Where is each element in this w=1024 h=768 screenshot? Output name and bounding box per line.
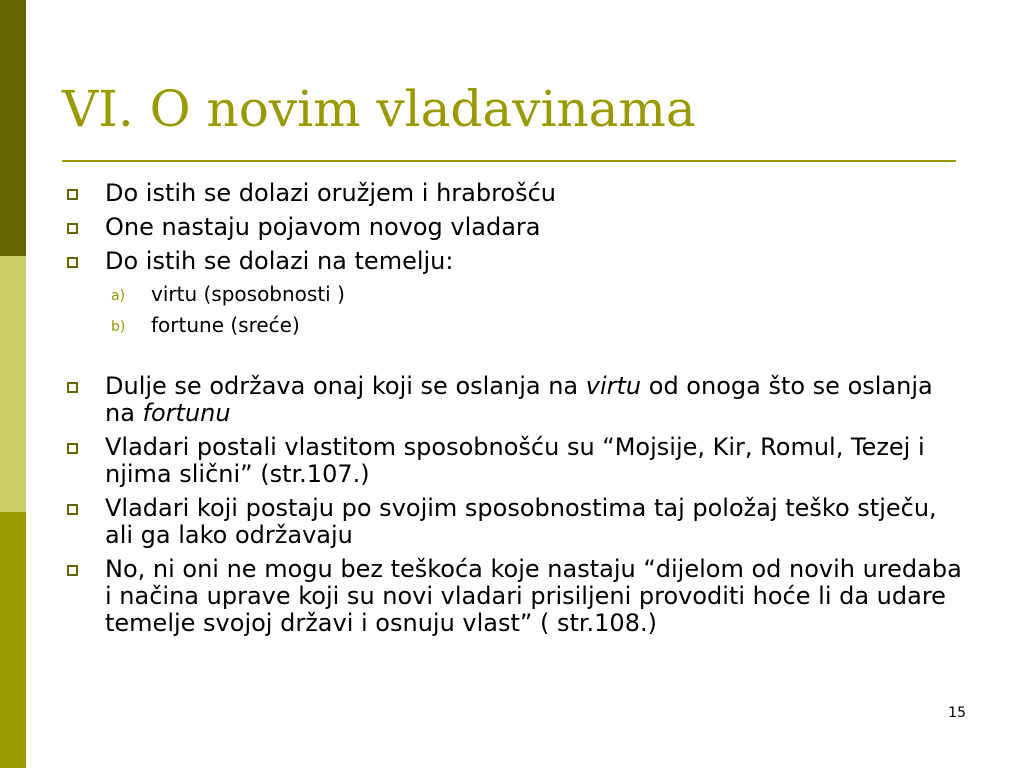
bullet-item [64, 248, 964, 275]
bullet-italic-term: virtu [585, 372, 642, 400]
bullet-item [64, 214, 964, 241]
sub-item [64, 313, 964, 338]
square-bullet-icon [67, 565, 78, 576]
side-bar-bottom [0, 512, 26, 768]
square-bullet-icon [67, 257, 78, 268]
page-number: 15 [948, 705, 966, 721]
bullet-italic-term: fortunu [142, 399, 231, 427]
square-bullet-icon [67, 189, 78, 200]
bullet-text [105, 372, 933, 427]
square-bullet-icon [67, 223, 78, 234]
square-bullet-icon [67, 382, 78, 393]
bullet-text-part: od onoga što se oslanja na [105, 372, 933, 427]
sub-item-marker: b) [111, 319, 126, 335]
bullet-item [64, 373, 964, 427]
sub-item-marker: a) [111, 288, 126, 304]
bullet-item [64, 495, 964, 549]
slide-title: VI. O novim vladavinama [62, 80, 696, 138]
bullet-text: Vladari postali vlastitom sposobnošću su “Mojsije, Kir, Romul, Tezej i njima slični” (str.107.) [105, 433, 925, 488]
bullet-text: Do istih se dolazi na temelju: [105, 247, 454, 275]
bullet-item [64, 434, 964, 488]
sub-item [64, 282, 964, 307]
bullet-text: Vladari koji postaju po svojim sposobnostima taj položaj teško stječu, ali ga lako održavaju [105, 494, 937, 549]
side-bar-middle [0, 256, 26, 512]
bullet-item [64, 556, 964, 637]
square-bullet-icon [67, 443, 78, 454]
sub-item-text: virtu (sposobnosti ) [151, 282, 345, 306]
bullet-text: No, ni oni ne mogu bez teškoća koje nastaju “dijelom od novih uredaba i načina uprave koji su novi vladari prisiljeni provoditi hoće li da udare temelje svojoj državi i osnuju vlast” ( str.108.) [105, 555, 962, 637]
bullet-text: Do istih se dolazi oružjem i hrabrošću [105, 179, 557, 207]
spacer [64, 344, 964, 373]
title-underline [62, 160, 956, 162]
square-bullet-icon [67, 504, 78, 515]
bullet-text-part: Dulje se održava onaj koji se oslanja na [105, 372, 586, 400]
bullet-text: One nastaju pojavom novog vladara [105, 213, 541, 241]
sub-item-text: fortune (sreće) [151, 313, 300, 337]
slide-content [64, 180, 964, 644]
bullet-item [64, 180, 964, 207]
side-bar-top [0, 0, 26, 256]
